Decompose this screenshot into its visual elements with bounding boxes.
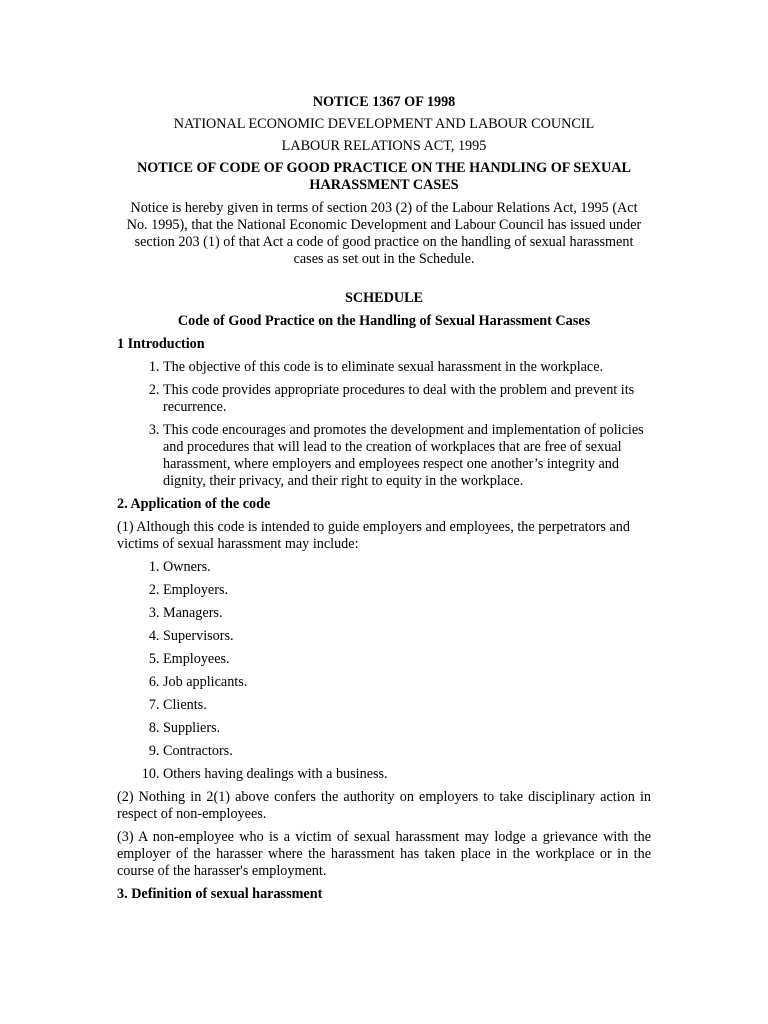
notice-number: NOTICE 1367 OF 1998 — [312, 94, 456, 110]
notice-intro-paragraph: Notice is hereby given in terms of section 203 (2) of the Labour Relations Act, 1995 (Act No. 1995), that the National Economic Development and Labour Council has issued under section 203 (1) of that Act a code of good practice on the handling of sexual harassment cases as set out in the Schedule. — [126, 200, 642, 267]
section-heading-introduction: 1 Introduction — [117, 336, 205, 352]
list-item: 1. The objective of this code is to eliminate sexual harassment in the workplace. — [163, 359, 651, 376]
act-name: LABOUR RELATIONS ACT, 1995 — [281, 138, 487, 154]
council-name: NATIONAL ECONOMIC DEVELOPMENT AND LABOUR COUNCIL — [173, 116, 595, 132]
list-item: 2. This code provides appropriate procedures to deal with the problem and prevent its recurrence. — [163, 382, 651, 416]
list-item: 3. Managers. — [163, 605, 651, 622]
code-title: Code of Good Practice on the Handling of Sexual Harassment Cases — [177, 313, 591, 329]
list-item: 4. Supervisors. — [163, 628, 651, 645]
list-item: 5. Employees. — [163, 651, 651, 668]
list-item: 7. Clients. — [163, 697, 651, 714]
list-item: 10. Others having dealings with a business. — [163, 766, 651, 783]
application-paragraph-3: (3) A non-employee who is a victim of sexual harassment may lodge a grievance with the employer of the harasser where the harassment has taken place in the workplace or in the course of the harasser's employment. — [117, 829, 651, 879]
notice-title: NOTICE OF CODE OF GOOD PRACTICE ON THE HANDLING OF SEXUAL HARASSMENT CASES — [137, 160, 631, 193]
list-item: 9. Contractors. — [163, 743, 651, 760]
list-item: 1. Owners. — [163, 559, 651, 576]
introduction-list — [117, 359, 651, 490]
list-item: 6. Job applicants. — [163, 674, 651, 691]
list-item: 8. Suppliers. — [163, 720, 651, 737]
application-paragraph-1: (1) Although this code is intended to guide employers and employees, the perpetrators and victims of sexual harassment may include: — [117, 519, 630, 552]
schedule-heading: SCHEDULE — [344, 290, 424, 306]
list-item: 3. This code encourages and promotes the development and implementation of policies and procedures that will lead to the creation of workplaces that are free of sexual harassment, where employers and employees respect one another’s integrity and dignity, their privacy, and their right to equity in the workplace. — [163, 422, 651, 490]
section-heading-definition: 3. Definition of sexual harassment — [117, 886, 323, 902]
perpetrators-list — [117, 559, 651, 783]
application-paragraph-2: (2) Nothing in 2(1) above confers the authority on employers to take disciplinary action in respect of non-employees. — [117, 789, 651, 822]
list-item: 2. Employers. — [163, 582, 651, 599]
section-heading-application: 2. Application of the code — [117, 496, 271, 512]
